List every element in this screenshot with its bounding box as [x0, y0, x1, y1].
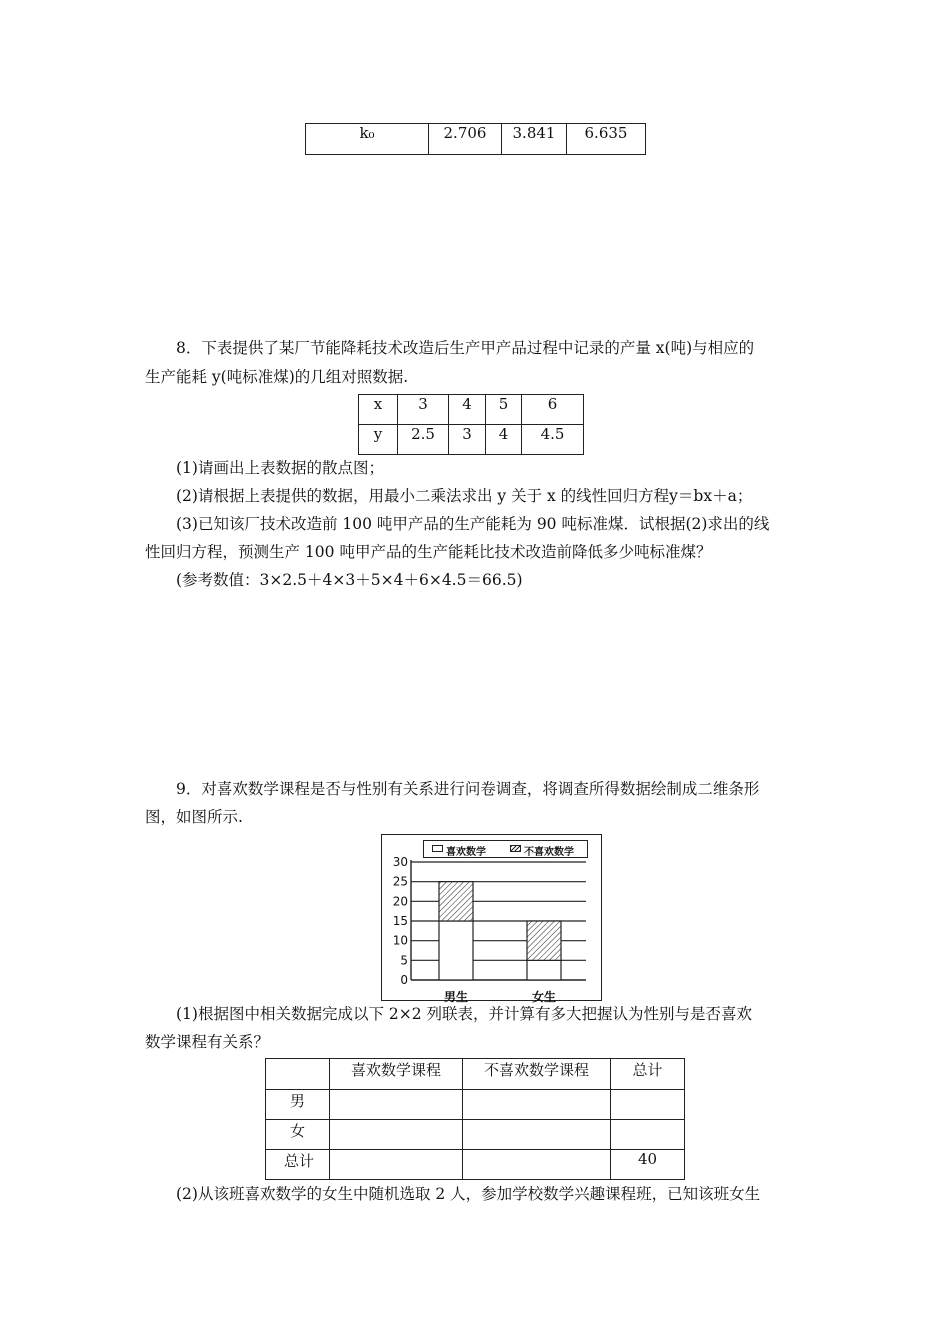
q9-text: 图，如图所示. [145, 808, 243, 826]
table-row [266, 1090, 685, 1120]
table-cell: 总计 [266, 1150, 330, 1180]
table-cell: x [359, 395, 398, 425]
table-header-cell: 不喜欢数学课程 [463, 1059, 611, 1090]
y-tick-label: 0 [400, 973, 408, 987]
table-header-row [266, 1059, 685, 1090]
bar-like-math [439, 921, 473, 980]
table-cell: y [359, 425, 398, 455]
bar-chart [381, 834, 602, 1024]
table-cell: 4 [486, 425, 522, 455]
table-cell: 5 [486, 395, 522, 425]
table-cell: 3 [398, 395, 449, 425]
table-cell: 4.5 [522, 425, 584, 455]
contingency-table [265, 1058, 685, 1180]
table-cell: 3 [449, 425, 486, 455]
bar-dislike-math [527, 921, 561, 960]
table-header-cell [266, 1059, 330, 1090]
table-row [266, 1150, 685, 1180]
table-cell: 男 [266, 1090, 330, 1120]
table-row [359, 395, 584, 425]
q8-text: 8．下表提供了某厂节能降耗技术改造后生产甲产品过程中记录的产量 x(吨)与相应的 [176, 339, 755, 357]
q9-part1-cont: 数学课程有关系？ [145, 1033, 270, 1051]
y-tick-label: 15 [392, 914, 408, 928]
table-header-cell: 喜欢数学课程 [330, 1059, 463, 1090]
table-cell [463, 1120, 611, 1150]
table-cell [330, 1150, 463, 1180]
q8-reference: (参考数值：3×2.5＋4×3＋5×4＋6×4.5＝66.5) [176, 571, 523, 589]
y-tick-label: 10 [392, 933, 408, 948]
q8-part3-cont: 性回归方程，预测生产 100 吨甲产品的生产能耗比技术改造前降低多少吨标准煤？ [145, 543, 712, 561]
q8-part2: (2)请根据上表提供的数据，用最小二乘法求出 y 关于 x 的线性回归方程y＝bx＋a； [176, 487, 753, 505]
y-tick-label: 30 [392, 855, 408, 869]
table-cell: 3.841 [502, 124, 567, 155]
q8-part1: (1)请画出上表数据的散点图； [176, 459, 384, 477]
table-cell [330, 1120, 463, 1150]
q9-part1: (1)根据图中相关数据完成以下 2×2 列联表，并计算有多大把握认为性别与是否喜欢 [176, 1005, 753, 1023]
q8-text: 生产能耗 y(吨标准煤)的几组对照数据. [145, 368, 409, 386]
x-category-label: 男生 [443, 990, 469, 1004]
x-category-label: 女生 [531, 990, 557, 1004]
table-cell: 6 [522, 395, 584, 425]
table-cell [611, 1120, 685, 1150]
critical-value-table [305, 123, 646, 155]
table-cell: 女 [266, 1120, 330, 1150]
table-cell: 4 [449, 395, 486, 425]
table-row-label: k₀ [306, 124, 429, 155]
q8-part3: (3)已知该厂技术改造前 100 吨甲产品的生产能耗为 90 吨标准煤．试根据(2)求出的线 [176, 515, 770, 533]
legend-label: 喜欢数学 [446, 847, 486, 858]
table-row [359, 425, 584, 455]
table-header-cell: 总计 [611, 1059, 685, 1090]
table-row [266, 1120, 685, 1150]
q9-part2: (2)从该班喜欢数学的女生中随机选取 2 人，参加学校数学兴趣课程班，已知该班女生 [176, 1185, 761, 1203]
y-tick-label: 5 [400, 953, 408, 968]
bar-dislike-math [439, 882, 473, 921]
table-cell [330, 1090, 463, 1120]
table-cell: 6.635 [567, 124, 646, 155]
table-cell: 2.5 [398, 425, 449, 455]
legend-label: 不喜欢数学 [524, 847, 574, 858]
q9-text: 9．对喜欢数学课程是否与性别有关系进行问卷调查，将调查所得数据绘制成二维条形 [176, 780, 760, 798]
bar-like-math [527, 960, 561, 980]
table-cell [611, 1090, 685, 1120]
table-cell [463, 1090, 611, 1120]
table-cell: 2.706 [429, 124, 502, 155]
table-cell [463, 1150, 611, 1180]
xy-data-table [358, 394, 584, 455]
table-cell: 40 [611, 1150, 685, 1180]
y-tick-label: 25 [392, 874, 408, 889]
y-tick-label: 20 [392, 894, 408, 909]
